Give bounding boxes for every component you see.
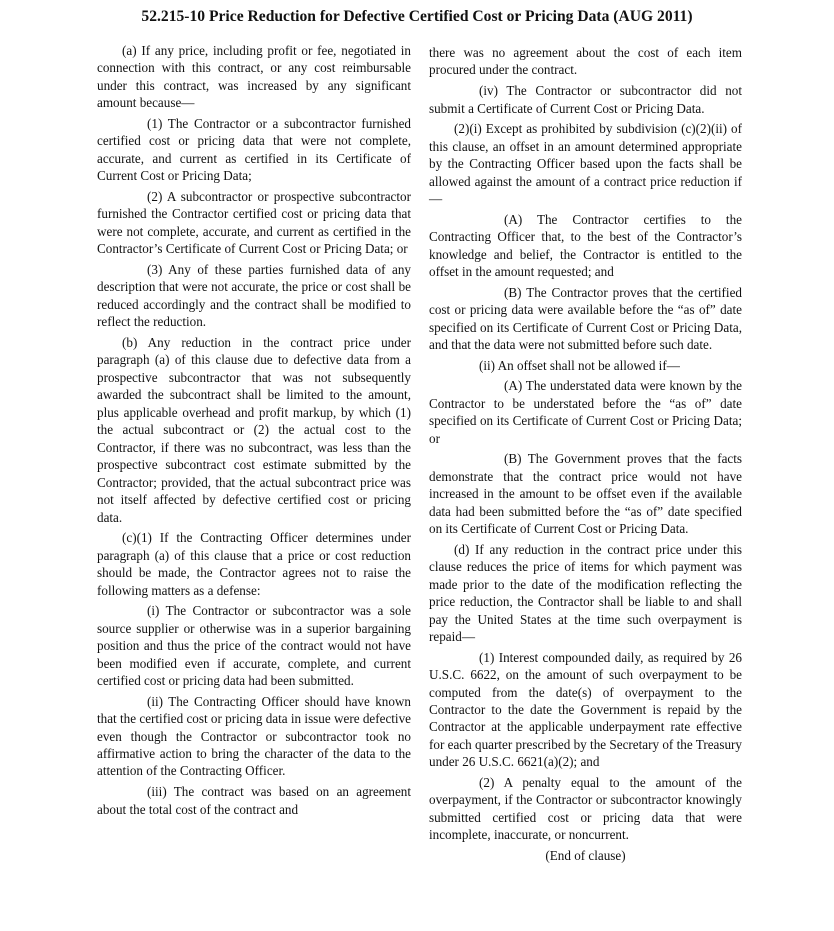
paragraph-c-1-iv: (iv) The Contractor or subcontractor did not submit a Certificate of Current Cost or Pricing Data. (429, 83, 742, 116)
paragraph-c-1-i: (i) The Contractor or subcontractor was a sole source supplier or otherwise was in a superior bargaining position and thus the price of the contract would not have been modified even if accurate, complete, and current certified cost or pricing data had been submitted. (97, 603, 411, 688)
paragraph-c-1-iii-cont: there was no agreement about the cost of each item procured under the contract. (429, 45, 742, 78)
paragraph-a: (a) If any price, including profit or fee, negotiated in connection with this contract, or any cost reimbursable under this contract, was increased by any significant amount because— (97, 43, 411, 111)
paragraph-a-3: (3) Any of these parties furnished data of any description that were not accurate, the price or cost shall be reduced accordingly and the contract shall be modified to reflect the reduction. (97, 262, 411, 330)
paragraph-c-2-i: (2)(i) Except as prohibited by subdivision (c)(2)(ii) of this clause, an offset in an amount determined appropriate by the Contracting Officer based upon the facts shall be allowed against the amount of a contract price reduction if— (429, 121, 742, 206)
paragraph-c-2-ii: (ii) An offset shall not be allowed if— (479, 357, 680, 373)
paragraph-d-1: (1) Interest compounded daily, as required by 26 U.S.C. 6622, on the amount of such overpayment to be computed from the date(s) of overpayment to the Contractor to the date the Government is repaid by the Contractor at the applicable underpayment rate effective for each quarter prescribed by the Secretary of the Treasury under 26 U.S.C. 6621(a)(2); and (429, 649, 742, 770)
paragraph-c-1-ii: (ii) The Contracting Officer should have known that the certified cost or pricing data in issue were defective even though the Contractor or subcontractor took no affirmative action to bring the character of the data to the attention of the Contracting Officer. (97, 693, 411, 779)
paragraph-c-1: (c)(1) If the Contracting Officer determines under paragraph (a) of this clause that a price or cost reduction should be made, the Contractor agrees not to raise the following matters as a defense: (97, 530, 411, 598)
paragraph-d-2: (2) A penalty equal to the amount of the overpayment, if the Contractor or subcontractor knowingly submitted certified cost or pricing data that were incomplete, inaccurate, or noncurrent. (429, 775, 742, 843)
paragraph-b: (b) Any reduction in the contract price under paragraph (a) of this clause due to defective data from a prospective subcontractor that was not subsequently awarded the subcontract shall be limited to the amount, plus applicable overhead and profit markup, by which (1) the actual subcontract or (2) the actual cost to the Contractor, if there was no subcontract, was less than the prospective subcontract cost estimate submitted by the Contractor; provided, that the actual subcontract price was not itself affected by defective certified cost or pricing data. (97, 335, 411, 525)
paragraph-a-2: (2) A subcontractor or prospective subcontractor furnished the Contractor certified cost or pricing data that were not complete, accurate, and current as certified in the Contractor’s Certificate of Current Cost or Pricing Data; or (97, 189, 411, 257)
paragraph-c-2-i-B: (B) The Contractor proves that the certified cost or pricing data were available before the “as of” date specified on its Certificate of Current Cost or Pricing Data, and that the data were not submitted before such date. (429, 284, 742, 352)
paragraph-c-2-i-A: (A) The Contractor certifies to the Contracting Officer that, to the best of the Contractor’s knowledge and belief, the Contractor is entitled to the offset in the amount requested; and (429, 211, 742, 279)
end-of-clause: (End of clause) (545, 848, 626, 863)
paragraph-d: (d) If any reduction in the contract price under this clause reduces the price of items for which payment was made prior to the date of the modification reflecting the price reduction, the Contractor shall be liable to and shall pay the United States at the time such overpayment is repaid— (429, 541, 742, 644)
right-column (429, 44, 742, 868)
left-column (97, 42, 411, 821)
paragraph-c-1-iii: (iii) The contract was based on an agreement about the total cost of the contract and (97, 784, 411, 817)
page-title: 52.215-10 Price Reduction for Defective Certified Cost or Pricing Data (AUG 2011) (141, 8, 693, 25)
paragraph-c-2-ii-A: (A) The understated data were known by the Contractor to be understated before the “as of” date specified on its Certificate of Current Cost or Pricing Data; or (429, 378, 742, 446)
paragraph-c-2-ii-B: (B) The Government proves that the facts demonstrate that the contract price would not have increased in the amount to be offset even if the available data had been submitted before the “as of” date specified on its Certificate of Current Cost or Pricing Data. (429, 451, 742, 537)
paragraph-a-1: (1) The Contractor or a subcontractor furnished certified cost or pricing data that were not complete, accurate, and current as certified in its Certificate of Current Cost or Pricing Data; (97, 116, 411, 184)
